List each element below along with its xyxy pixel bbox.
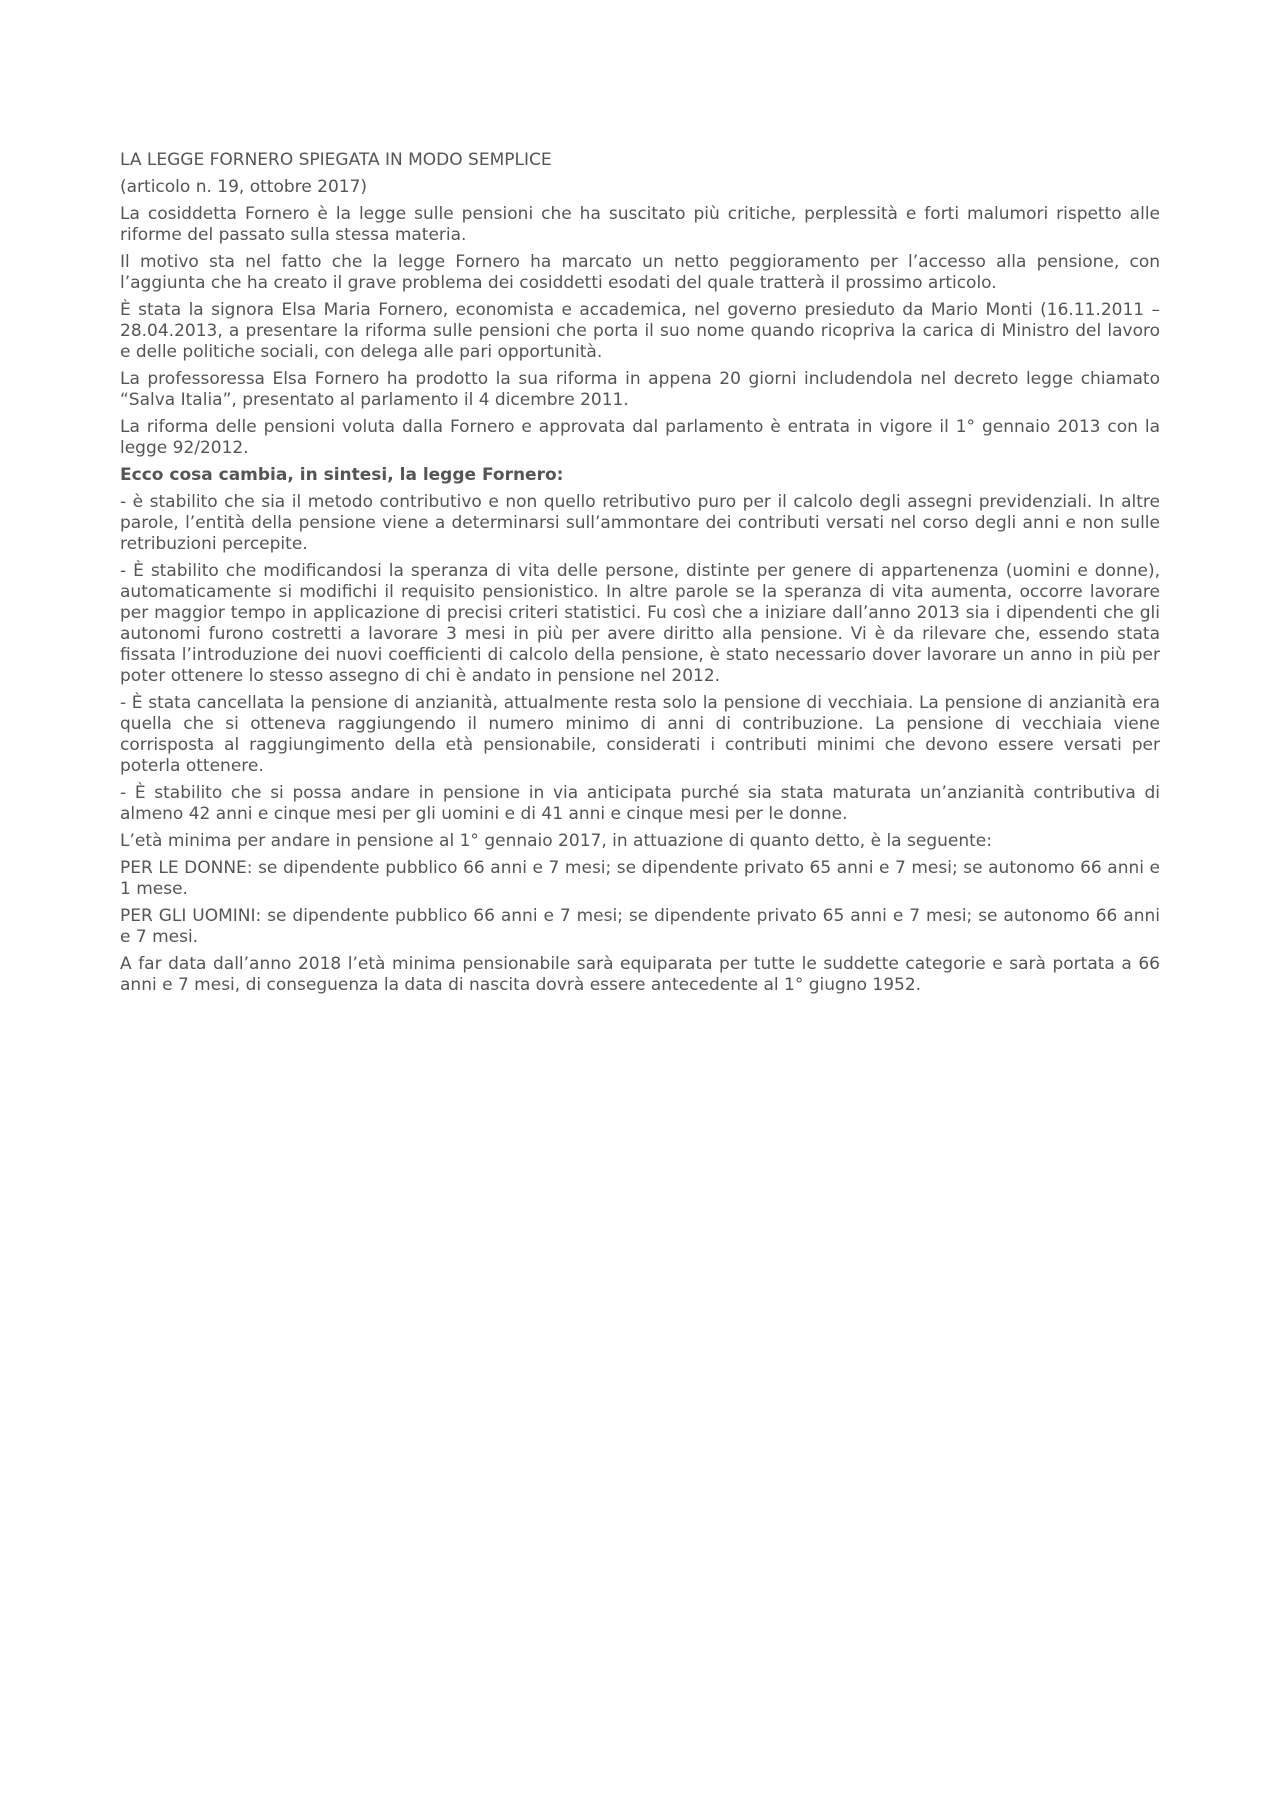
paragraph: È stata la signora Elsa Maria Fornero, economista e accademica, nel governo presieduto da Mario Monti (16.11.2011 – 28.04.2013, a presentare la riforma sulle pensioni che porta il suo nome quando ricopriva la carica di Ministro del lavoro e delle politiche sociali, con delega alle pari opportunità. [120, 300, 1160, 362]
paragraph: Il motivo sta nel fatto che la legge Fornero ha marcato un netto peggioramento per l’accesso alla pensione, con l’aggiunta che ha creato il grave problema dei cosiddetti esodati del quale tratterà il prossimo articolo. [120, 252, 1160, 293]
list-item: - È stabilito che modificandosi la speranza di vita delle persone, distinte per genere di appartenenza (uomini e donne), automaticamente si modifichi il requisito pensionistico. In altre parole se la speranza di vita aumenta, occorre lavorare per maggior tempo in applicazione di precisi criteri statistici. Fu così che a iniziare dall’anno 2013 sia i dipendenti che gli autonomi furono costretti a lavorare 3 mesi in più per avere diritto alla pensione. Vi è da rilevare che, essendo stata fissata l’introduzione dei nuovi coefficienti di calcolo della pensione, è stato necessario dover lavorare un anno in più per poter ottenere lo stesso assegno di chi è andato in pensione nel 2012. [120, 561, 1160, 686]
closing-paragraph: A far data dall’anno 2018 l’età minima pensionabile sarà equiparata per tutte le suddette categorie e sarà portata a 66 anni e 7 mesi, di conseguenza la data di nascita dovrà essere antecedente al 1° giugno 1952. [120, 954, 1160, 995]
document-title: LA LEGGE FORNERO SPIEGATA IN MODO SEMPLICE [120, 150, 552, 170]
paragraph: La riforma delle pensioni voluta dalla Fornero e approvata dal parlamento è entrata in vigore il 1° gennaio 2013 con la legge 92/2012. [120, 417, 1160, 458]
paragraph: La cosiddetta Fornero è la legge sulle pensioni che ha suscitato più critiche, perplessità e forti malumori rispetto alle riforme del passato sulla stessa materia. [120, 204, 1160, 245]
list-item: - è stabilito che sia il metodo contributivo e non quello retributivo puro per il calcolo degli assegni previdenziali. In altre parole, l’entità della pensione viene a determinarsi sull’ammontare dei contributi versati nel corso degli anni e non sulle retribuzioni percepite. [120, 492, 1160, 554]
document-page [120, 150, 1160, 1002]
min-age-intro: L’età minima per andare in pensione al 1° gennaio 2017, in attuazione di quanto detto, è la seguente: [120, 831, 992, 851]
paragraph: La professoressa Elsa Fornero ha prodotto la sua riforma in appena 20 giorni includendola nel decreto legge chiamato “Salva Italia”, presentato al parlamento il 4 dicembre 2011. [120, 369, 1160, 410]
document-subtitle: (articolo n. 19, ottobre 2017) [120, 177, 368, 197]
section-heading: Ecco cosa cambia, in sintesi, la legge Fornero: [120, 465, 564, 485]
list-item: - È stabilito che si possa andare in pensione in via anticipata purché sia stata maturata un’anzianità contributiva di almeno 42 anni e cinque mesi per gli uomini e di 41 anni e cinque mesi per le donne. [120, 783, 1160, 824]
list-item: - È stata cancellata la pensione di anzianità, attualmente resta solo la pensione di vecchiaia. La pensione di anzianità era quella che si otteneva raggiungendo il numero minimo di anni di contribuzione. La pensione di vecchiaia viene corrisposta al raggiungimento della età pensionabile, considerati i contributi minimi che devono essere versati per poterla ottenere. [120, 693, 1160, 776]
women-requirements: PER LE DONNE: se dipendente pubblico 66 anni e 7 mesi; se dipendente privato 65 anni e 7 mesi; se autonomo 66 anni e 1 mese. [120, 858, 1160, 899]
men-requirements: PER GLI UOMINI: se dipendente pubblico 66 anni e 7 mesi; se dipendente privato 65 anni e 7 mesi; se autonomo 66 anni e 7 mesi. [120, 906, 1160, 947]
